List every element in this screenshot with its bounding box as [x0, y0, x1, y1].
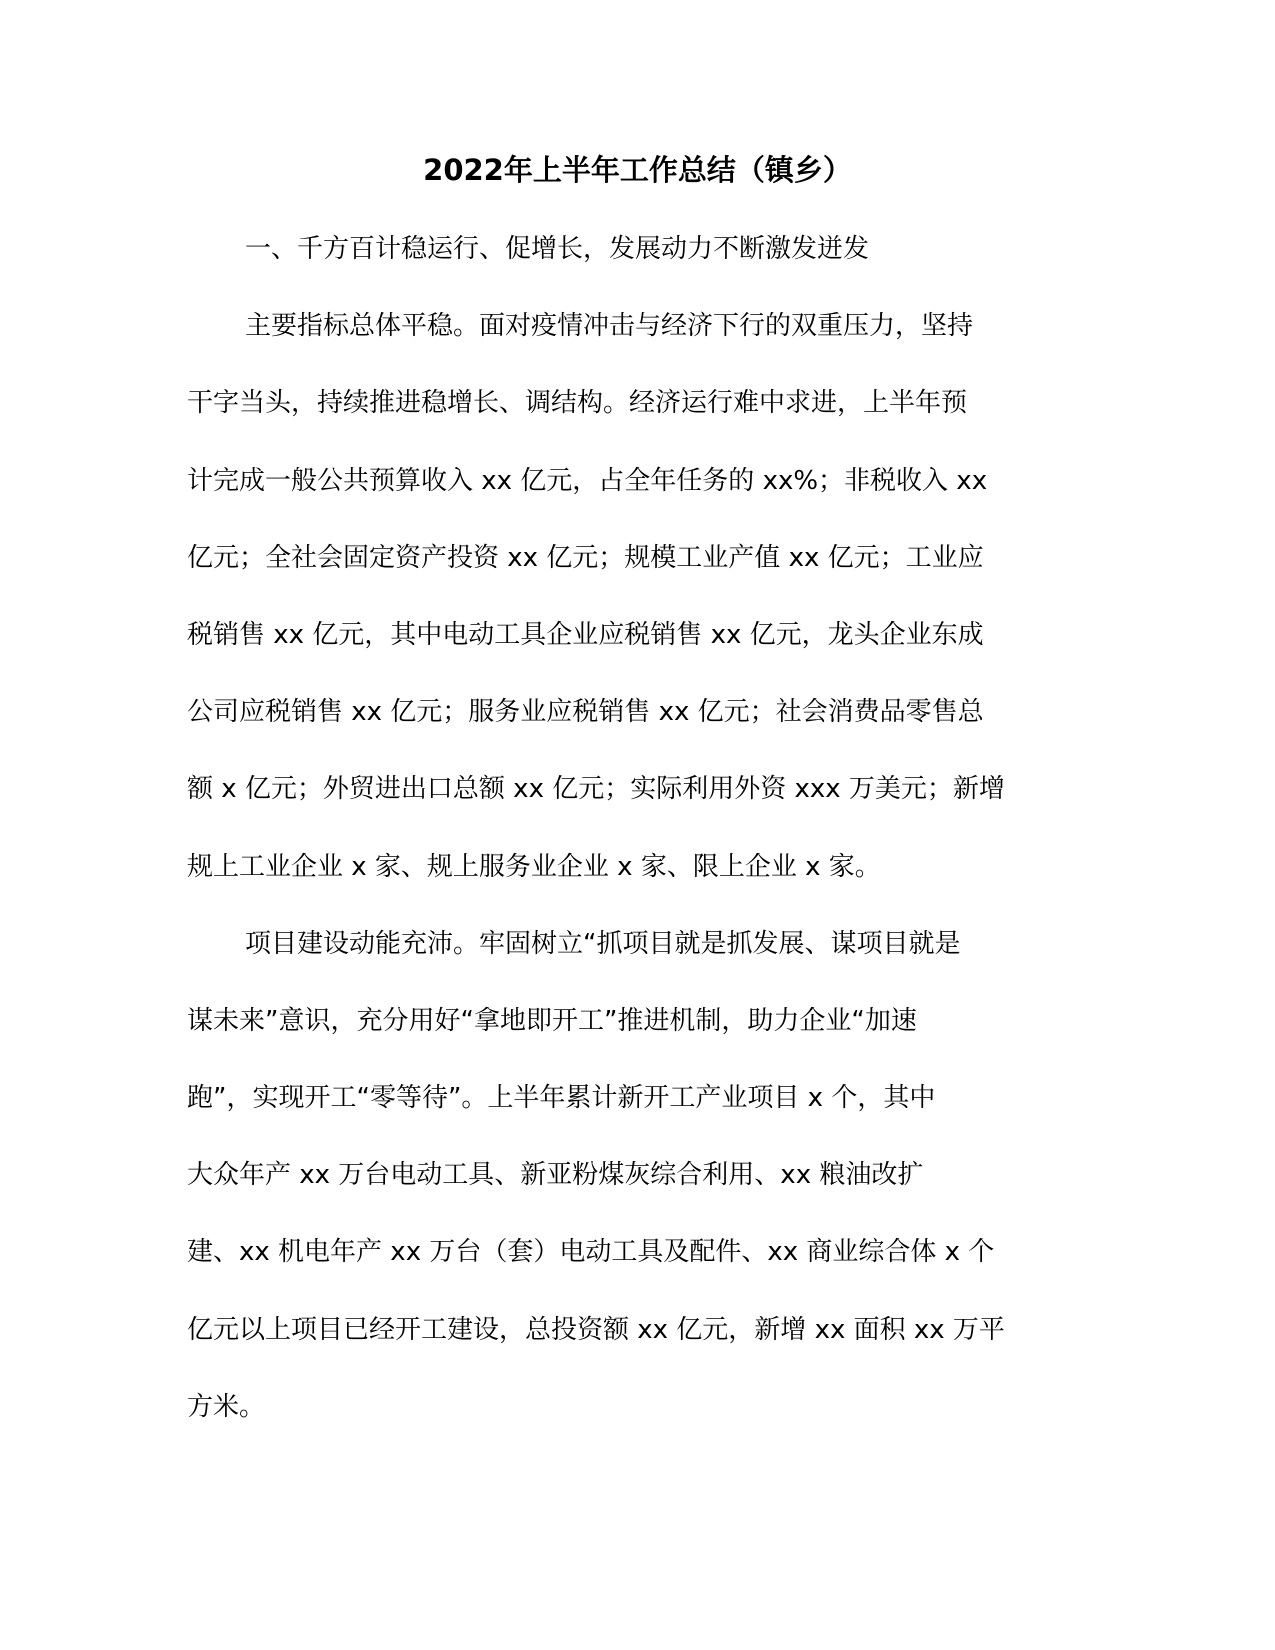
- paragraph-line: 亿元以上项目已经开工建设，总投资额 xx 亿元，新增 xx 面积 xx 万平: [187, 1314, 1005, 1345]
- document-title: 2022年上半年工作总结（镇乡）: [423, 153, 852, 187]
- paragraph-line: 干字当头，持续推进稳增长、调结构。经济运行难中求进，上半年预: [187, 388, 968, 419]
- section-heading: 一、千方百计稳运行、促增长，发展动力不断激发迸发: [245, 234, 870, 264]
- paragraph-line: 方米。: [187, 1391, 266, 1422]
- paragraph-line: 规上工业企业 x 家、规上服务业企业 x 家、限上企业 x 家。: [187, 851, 881, 882]
- paragraph-line: 谋未来”意识，充分用好“拿地即开工”推进机制，助力企业“加速: [187, 1005, 917, 1036]
- paragraph-line: 计完成一般公共预算收入 xx 亿元，占全年任务的 xx%；非税收入 xx: [187, 465, 988, 496]
- paragraph-line: 公司应税销售 xx 亿元；服务业应税销售 xx 亿元；社会消费品零售总: [187, 697, 984, 728]
- document-body: [187, 232, 1087, 1467]
- paragraph-line: 主要指标总体平稳。面对疫情冲击与经济下行的双重压力，坚持: [245, 311, 974, 342]
- paragraph-line: 项目建设动能充沛。牢固树立“抓项目就是抓发展、谋项目就是: [245, 928, 961, 959]
- paragraph-line: 税销售 xx 亿元，其中电动工具企业应税销售 xx 亿元，龙头企业东成: [187, 619, 984, 650]
- paragraph-line: 额 x 亿元；外贸进出口总额 xx 亿元；实际利用外资 xxx 万美元；新增: [187, 774, 1005, 805]
- paragraph-line: 大众年产 xx 万台电动工具、新亚粉煤灰综合利用、xx 粮油改扩: [187, 1160, 924, 1191]
- paragraph-line: 建、xx 机电年产 xx 万台（套）电动工具及配件、xx 商业综合体 x 个: [187, 1237, 995, 1268]
- paragraph-line: 亿元；全社会固定资产投资 xx 亿元；规模工业产值 xx 亿元；工业应: [187, 542, 984, 573]
- paragraph-line: 跑”，实现开工“零等待”。上半年累计新开工产业项目 x 个，其中: [187, 1083, 936, 1114]
